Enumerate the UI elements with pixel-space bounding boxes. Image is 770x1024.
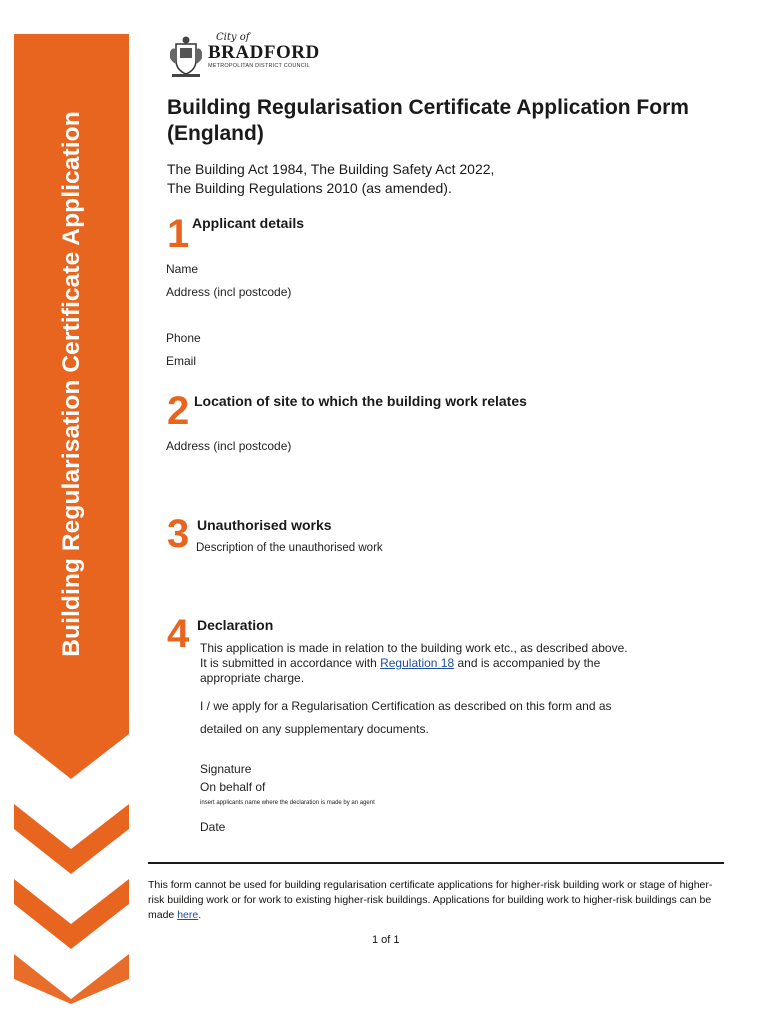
higher-risk-here-link[interactable]: here [177, 909, 199, 921]
logo-subtitle: METROPOLITAN DISTRICT COUNCIL [208, 63, 310, 69]
section-title-unauthorised-works: Unauthorised works [197, 517, 332, 533]
side-banner [14, 34, 129, 1004]
banner-title-wrap [14, 34, 129, 734]
footer-divider [148, 862, 724, 864]
footer-note [148, 878, 726, 923]
coat-of-arms-icon [168, 34, 204, 78]
field-label-signature[interactable]: Signature [200, 762, 252, 776]
declaration-line-4: I / we apply for a Regularisation Certification as described on this form and as [200, 699, 612, 713]
field-label-phone[interactable]: Phone [166, 331, 201, 345]
page-title: Building Regularisation Certificate Application Form (England) [167, 96, 689, 145]
declaration-line-1: This application is made in relation to the building work etc., as described above. [200, 641, 628, 655]
section-number-4: 4 [167, 612, 190, 656]
subtitle-line-1: The Building Act 1984, The Building Safety Act 2022, [167, 161, 495, 177]
footer-note-text: This form cannot be used for building regularisation certificate applications for higher-risk building work or stage of higher-risk building work or for work to existing higher-risk buildings. Applications for building work to higher-risk buildings can be made [148, 879, 713, 921]
field-label-site-address[interactable]: Address (incl postcode) [166, 439, 292, 453]
regulation-18-link[interactable]: Regulation 18 [380, 656, 455, 670]
field-label-address[interactable]: Address (incl postcode) [166, 285, 292, 299]
declaration-line-2 [200, 656, 600, 671]
section-title-declaration: Declaration [197, 617, 274, 633]
declaration-line-2-start: It is submitted in accordance with [200, 656, 381, 670]
field-label-description[interactable]: Description of the unauthorised work [196, 542, 383, 554]
field-label-on-behalf-of[interactable]: On behalf of [200, 780, 266, 794]
page-number: 1 of 1 [372, 934, 400, 946]
section-title-applicant: Applicant details [192, 215, 305, 231]
logo-name: BRADFORD [208, 42, 320, 63]
declaration-line-2-end: and is accompanied by the [454, 656, 601, 670]
bradford-logo [166, 32, 336, 80]
logo-city-of: City of [216, 32, 250, 43]
declaration-line-5: detailed on any supplementary documents. [200, 722, 429, 736]
section-title-site-location: Location of site to which the building work relates [194, 393, 527, 409]
legislation-subtitle [167, 160, 687, 198]
field-label-email[interactable]: Email [166, 354, 197, 368]
section-number-1: 1 [167, 212, 190, 256]
footer-note-end: . [198, 909, 202, 921]
field-label-date[interactable]: Date [200, 820, 226, 834]
subtitle-line-2: The Building Regulations 2010 (as amended). [167, 180, 452, 196]
declaration-line-3: appropriate charge. [200, 671, 305, 685]
on-behalf-note: insert applicants name where the declaration is made by an agent [200, 800, 375, 806]
field-label-name[interactable]: Name [166, 262, 199, 276]
banner-title: Building Regularisation Certificate Application [57, 111, 85, 657]
section-number-3: 3 [167, 512, 190, 556]
section-number-2: 2 [167, 389, 190, 433]
